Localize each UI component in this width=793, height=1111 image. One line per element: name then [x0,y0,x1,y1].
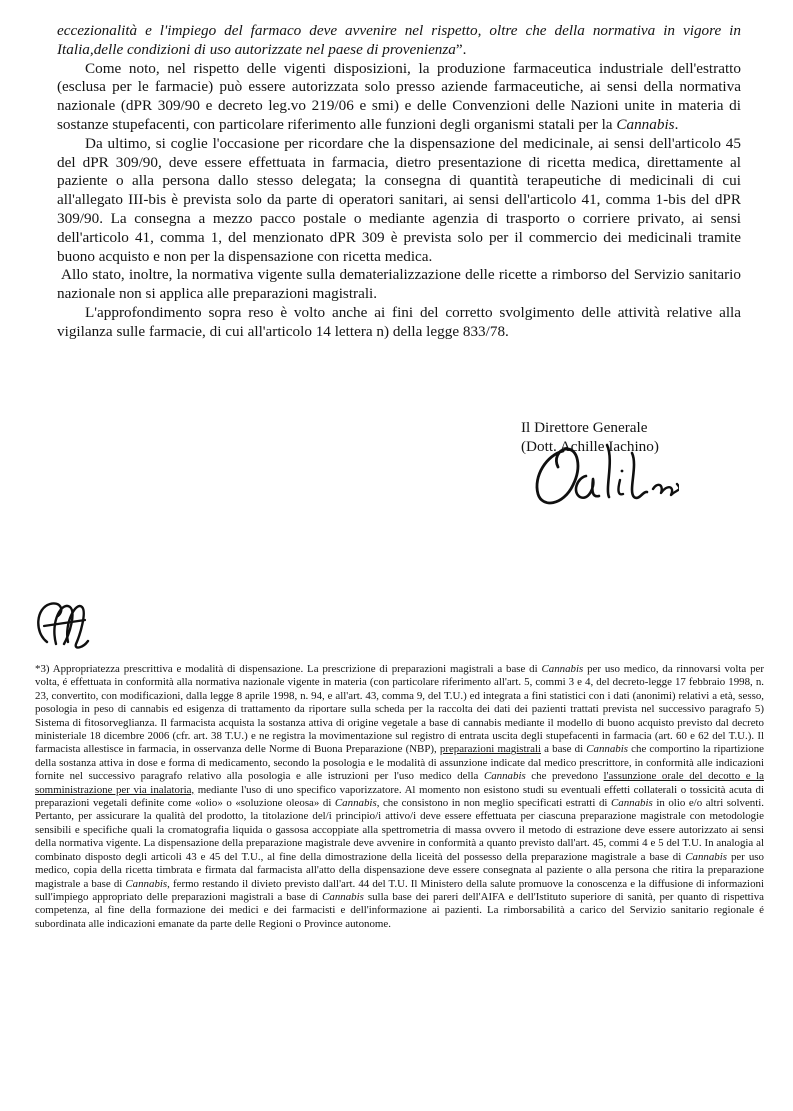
footnote-text: *3) Appropriatezza prescrittiva e modalità di dispensazione. La prescrizione di preparazioni magistrali a base di Cannabis per uso medico, da rinnovarsi volta per volta, é effettuata in conformità alla normativa nazionale vigente in materia (con particolare riferimento all'art. 5, commi 3 e 4, del decreto-legge 17 febbraio 1998, n. 23, convertito, con modificazioni, dalla legge 8 aprile 1998, n. 94, e all'art. 43, comma 9, del T.U.) ed integrata a fini statistici con i dati (anonimi) relativi a età, sesso, posologia in peso di cannabis ed esigenza di trattamento da riportare sulla scheda per la raccolta dei dati dei pazienti trattati prevista nel successivo paragrafo 5) Sistema di fitosorveglianza. Il farmacista acquista la sostanza attiva di origine vegetale a base di cannabis mediante il modello di buono acquisto previsto dal decreto ministeriale 18 dicembre 2006 (cfr. art. 38 T.U.) e ne registra la movimentazione sul registro di entrata uscita degli stupefacenti in farmacia (art. 60 e 62 del T.U.). Il farmacista allestisce in farmacia, in osservanza delle Norme di Buona Preparazione (NBP), preparazioni magistrali a base di Cannabis che comportino la ripartizione della sostanza attiva in dose e forma di medicamento, secondo la posologia e le modalità di assunzione indicate dal medico prescrittore, in conformità alle indicazioni fornite nel successivo paragrafo relativo alla posologia e alle istruzioni per l'uso medico della Cannabis che prevedono l'assunzione orale del decotto e la somministrazione per via inalatoria, mediante l'uso di uno specifico vaporizzatore. Al momento non esistono studi su eventuali effetti collaterali o tossicità acuta di preparazioni vegetali definite come «olio» o «soluzione oleosa» di Cannabis, che consistono in non meglio specificati estratti di Cannabis in olio e/o altri solventi. Pertanto, per assicurare la qualità del prodotto, la titolazione del/i principio/i attivo/i deve essere effettuata per ciascuna preparazione magistrale con metodologie sensibili e specifiche quali la cromatografia liquida o gassosa accoppiate alla spettrometria di massa ovvero il metodo di estrazione deve essere autorizzato ai sensi della normativa vigente. La dispensazione della preparazione magistrale deve avvenire in conformità a quanto previsto dall'art. 45, commi 4 e 5 del T.U. In analogia al combinato disposto degli articoli 43 e 45 del T.U., al fine della dimostrazione della liceità del possesso della preparazione magistrale a base di Cannabis per uso medico, copia della ricetta timbrata e firmata dal farmacista all'atto della dispensazione deve essere consegnata al paziente o alla persona che ritira la preparazione magistrale a base di Cannabis, fermo restando il divieto previsto dall'art. 44 del T.U. Il Ministero della salute promuove la conoscenza e la diffusione di informazioni sull'impiego appropriato delle preparazioni magistrali a base di Cannabis sulla base dei pareri dell'AIFA e dell'Istituto superiore di sanità, per quanto di rispettiva competenza, al fine della formazione dei medici e dei farmacisti e dell'informazione ai pazienti. La rimborsabilità a carico del Servizio sanitario regionale é subordinata alle indicazioni emanate da parte delle Regioni o Province autonome. [35,663,765,930]
paragraph-come-noto: Come noto, nel rispetto delle vigenti disposizioni, la produzione farmaceutica industriale dell'estratto (esclusa per le farmacie) può essere autorizzata solo presso aziende farmaceutiche, ai sensi della normativa nazionale (dPR 309/90 e decreto leg.vo 219/06 e smi) e delle Convenzioni delle Nazioni unite in materia di sostanze stupefacenti, con particolare riferimento alle funzioni degli organismi statali per la Cannabis. [57,59,741,133]
initials-mark-icon [32,596,96,654]
director-signature-icon [527,440,679,512]
signer-role: Il Direttore Generale [521,419,648,436]
quote-continuation-paragraph: eccezionalità e l'impiego del farmaco deve avvenire nel rispetto, oltre che della normativa in vigore in Italia,delle condizioni di uso autorizzate nel paese di provenienza”. [57,22,741,58]
paragraph-da-ultimo: Da ultimo, si coglie l'occasione per ricordare che la dispensazione del medicinale, ai sensi dell'articolo 45 del dPR 309/90, deve essere effettuata in farmacia, dietro presentazione di ricetta medica, direttamente al paziente o alla persona dallo stesso delegata; la consegna di quantità terapeutiche di medicinali di cui all'allegato III-bis è prevista solo da parte di operatori sanitari, ai sensi dell'articolo 41, comma 1-bis del dPR 309/90. La consegna a mezzo pacco postale o mediante agenzia di trasporto o corriere privato, ai sensi dell'articolo 41, comma 1, del menzionato dPR 309 è prevista solo per il commercio dei medicinali tramite buono acquisto e non per la dispensazione con ricetta medica. [57,134,741,265]
paragraph-allo-stato: Allo stato, inoltre, la normativa vigente sulla dematerializzazione delle ricette a rimborso del Servizio sanitario nazionale non si applica alle preparazioni magistrali. [57,266,741,303]
signer-name: (Dott. Achille Iachino) [521,438,659,455]
main-text [57,22,741,342]
footnote [35,663,764,931]
paragraph-approfondimento: L'approfondimento sopra reso è volto anche ai fini del corretto svolgimento delle attività relative alla vigilanza sulle farmacie, di cui all'articolo 14 lettera n) della legge 833/78. [57,303,741,340]
